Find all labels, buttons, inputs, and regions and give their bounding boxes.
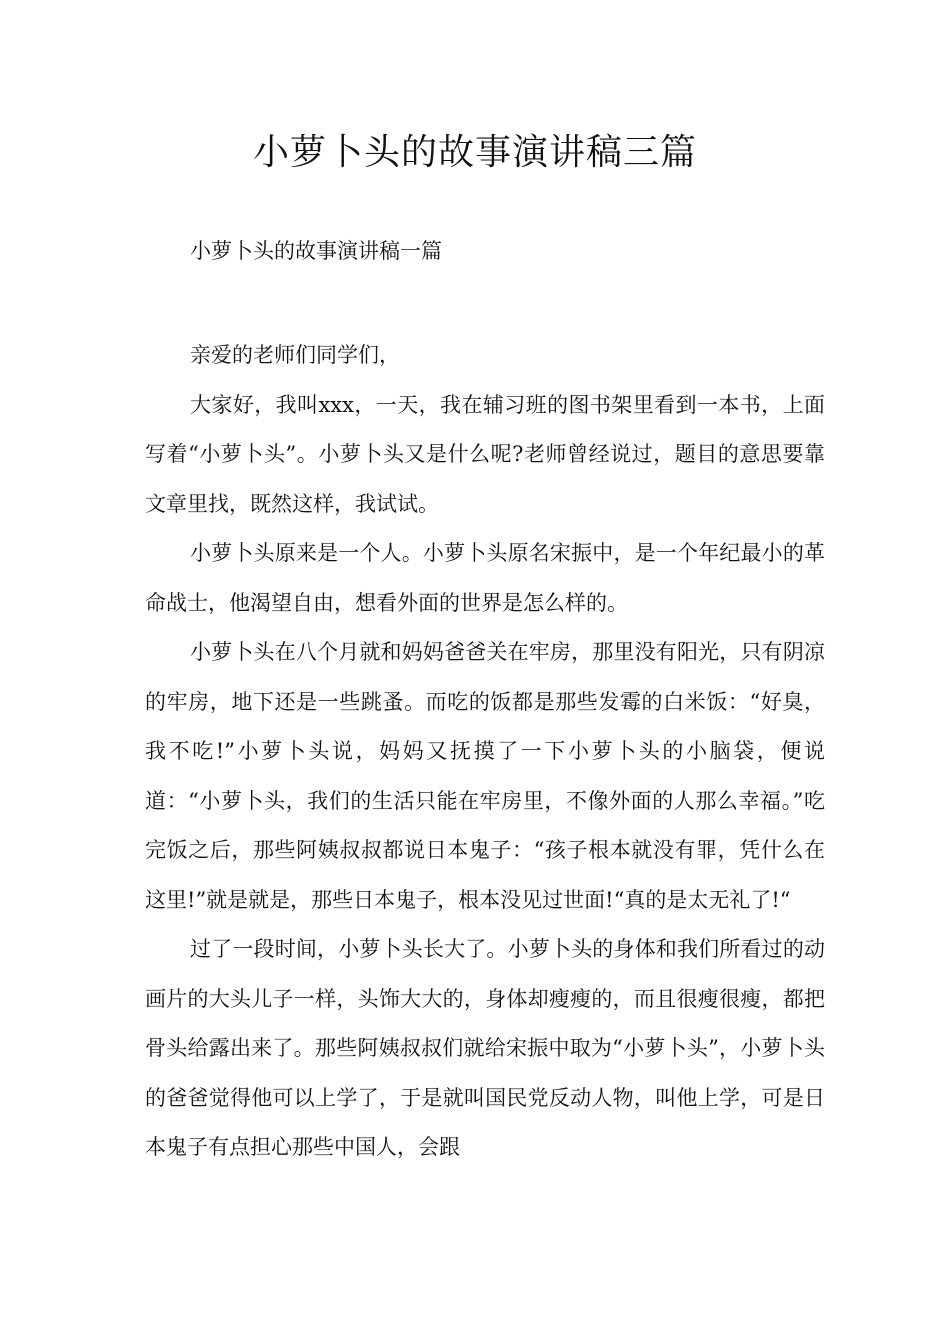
paragraph-greeting: 亲爱的老师们同学们，	[190, 343, 400, 367]
paragraph-prison: 小萝卜头在八个月就和妈妈爸爸关在牢房，那里没有阳光，只有阴凉的牢房，地下还是一些跳蚤。而吃的饭都是那些发霉的白米饭：“好臭，我不吃!”小萝卜头说，妈妈又抚摸了一下小萝卜头的小脑袋，便说道：“小萝卜头，我们的生活只能在牢房里，不像外面的人那么幸福。”吃完饭之后，那些阿姨叔叔都说日本鬼子：“孩子根本就没有罪，凭什么在这里!”就是就是，那些日本鬼子，根本没见过世面!“真的是太无礼了!“	[145, 640, 825, 912]
paragraph-who: 小萝卜头原来是一个人。小萝卜头原名宋振中，是一个年纪最小的革命战士，他渴望自由，想看外面的世界是怎么样的。	[145, 541, 825, 615]
document-subtitle: 小萝卜头的故事演讲稿一篇	[190, 239, 442, 263]
document-body	[145, 331, 825, 1173]
paragraph-intro: 大家好，我叫xxx，一天，我在辅习班的图书架里看到一本书，上面写着“小萝卜头”。小萝卜头又是什么呢?老师曾经说过，题目的意思要靠文章里找，既然这样，我试试。	[145, 392, 825, 516]
paragraph-growing-up: 过了一段时间，小萝卜头长大了。小萝卜头的身体和我们所看过的动画片的大头儿子一样，头饰大大的，身体却瘦瘦的，而且很瘦很瘦，都把骨头给露出来了。那些阿姨叔叔们就给宋振中取为“小萝卜头”，小萝卜头的爸爸觉得他可以上学了，于是就叫国民党反动人物，叫他上学，可是日本鬼子有点担心那些中国人，会跟	[145, 937, 825, 1159]
document-title: 小萝卜头的故事演讲稿三篇	[252, 132, 697, 173]
